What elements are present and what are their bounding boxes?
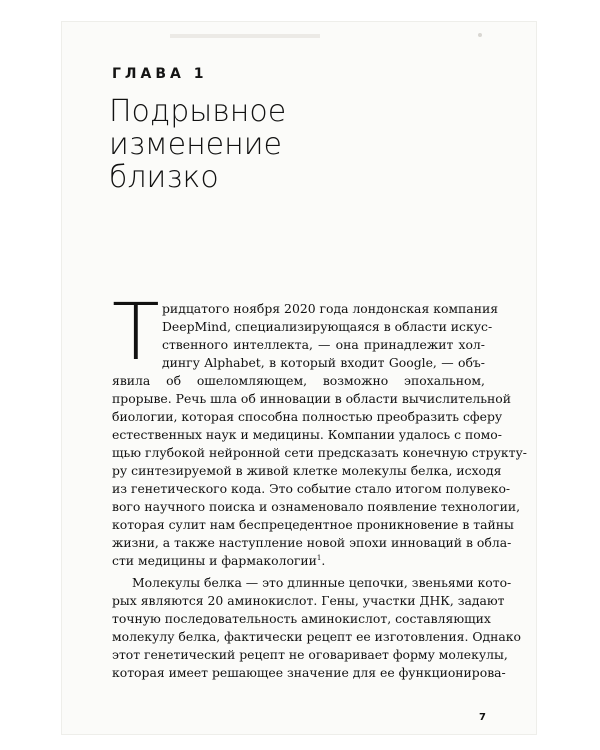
text-line: дингу Alphabet, в который входит Google, — объ- bbox=[162, 355, 485, 370]
page-number: 7 bbox=[479, 712, 486, 723]
text-line-last bbox=[112, 552, 485, 570]
text-line: биологии, которая способна полностью преобразить сферу bbox=[112, 409, 503, 424]
text-line: прорыве. Речь шла об инновации в области вычислительной bbox=[112, 391, 511, 406]
text-line: щью глубокой нейронной сети предсказать конечную структу- bbox=[112, 445, 527, 460]
chapter-label: ГЛАВА 1 bbox=[112, 66, 208, 82]
drop-cap-letter: Т bbox=[112, 288, 160, 378]
text-line: ру синтезируемой в живой клетке молекулы белка, исходя bbox=[112, 463, 502, 478]
running-head-dot bbox=[478, 33, 482, 37]
text-line: Молекулы белка — это длинные цепочки, звеньями кото- bbox=[132, 575, 512, 590]
text-line: из генетического кода. Это событие стало итогом полувеко- bbox=[112, 481, 511, 496]
text-line: которая сулит нам беспрецедентное проникновение в тайны bbox=[112, 517, 514, 532]
text-line: точную последовательность аминокислот, составляющих bbox=[112, 611, 491, 626]
text-line: явила об ошеломляющем, возможно эпохальном, bbox=[112, 373, 485, 388]
chapter-title bbox=[109, 95, 309, 194]
text-line: жизни, а также наступление новой эпохи инноваций в обла- bbox=[112, 535, 512, 550]
text-line: которая имеет решающее значение для ее функционирова- bbox=[112, 665, 506, 680]
paragraph-2 bbox=[112, 574, 521, 682]
running-head-bleed bbox=[170, 34, 320, 38]
text-line: молекулу белка, фактически рецепт ее изготовления. Однако bbox=[112, 629, 521, 644]
text-line: ственного интеллекта, — она принадлежит хол- bbox=[162, 337, 485, 352]
text-line: DeepMind, специализирующаяся в области искус- bbox=[162, 319, 493, 334]
footnote-marker: 1 bbox=[316, 553, 322, 562]
paragraph-1 bbox=[112, 288, 527, 570]
body-text bbox=[112, 288, 527, 682]
chapter-title-line: Подрывное bbox=[109, 94, 287, 129]
text-line: сти медицины и фармакологии bbox=[112, 553, 317, 568]
chapter-title-line: изменение bbox=[109, 127, 282, 162]
chapter-title-line: близко bbox=[109, 160, 219, 195]
text-line: рых являются 20 аминокислот. Гены, участки ДНК, задают bbox=[112, 593, 505, 608]
text-line: ридцатого ноября 2020 года лондонская компания bbox=[162, 301, 499, 316]
text-line-indented bbox=[112, 574, 512, 592]
text-line: естественных наук и медицины. Компании удалось с помо- bbox=[112, 427, 502, 442]
text-line: этот генетический рецепт не оговаривает форму молекулы, bbox=[112, 647, 508, 662]
sentence-end: . bbox=[321, 553, 326, 568]
text-line: вого научного поиска и ознаменовало появление технологии, bbox=[112, 499, 521, 514]
